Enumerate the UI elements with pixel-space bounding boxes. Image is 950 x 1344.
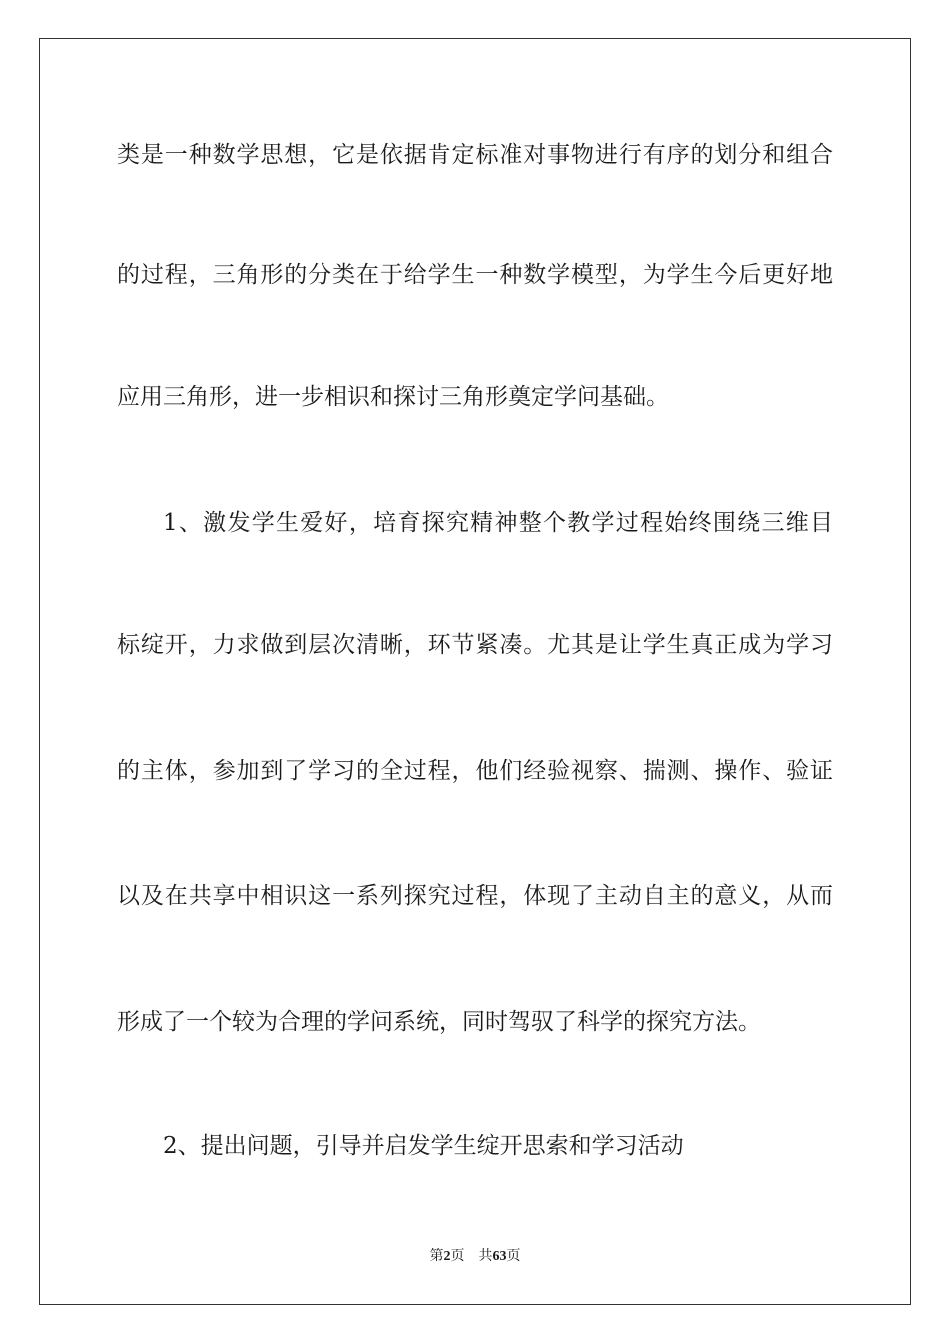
numbered-paragraph-1-line-5: 形成了一个较为合理的学问系统，同时驾驭了科学的探究方法。 [117, 1009, 761, 1035]
numbered-paragraph-1-line-1: 1、激发学生爱好，培育探究精神整个教学过程始终围绕三维目 [163, 510, 833, 536]
body-text-line-3: 应用三角形，进一步相识和探讨三角形奠定学问基础。 [117, 384, 669, 410]
page-prefix: 第 [429, 1248, 444, 1264]
body-text-line-1: 类是一种数学思想，它是依据肯定标准对事物进行有序的划分和组合 [117, 142, 833, 168]
total-suffix: 页 [506, 1248, 521, 1264]
page-number-footer [0, 1247, 950, 1266]
numbered-paragraph-1-line-2: 标绽开，力求做到层次清晰，环节紧凑。尤其是让学生真正成为学习 [117, 632, 833, 658]
numbered-paragraph-1-line-3: 的主体，参加到了学习的全过程，他们经验视察、揣测、操作、验证 [117, 758, 833, 784]
numbered-paragraph-2-heading: 2、提出问题，引导并启发学生绽开思索和学习活动 [163, 1133, 684, 1159]
body-text-line-2: 的过程，三角形的分类在于给学生一种数学模型，为学生今后更好地 [117, 262, 833, 288]
current-page-number: 2 [443, 1249, 451, 1264]
page-border [39, 38, 911, 1305]
numbered-paragraph-1-line-4: 以及在共享中相识这一系列探究过程，体现了主动自主的意义，从而 [117, 883, 833, 909]
total-prefix: 共 [478, 1248, 493, 1264]
page-suffix: 页 [450, 1248, 465, 1264]
total-page-count: 63 [492, 1249, 507, 1264]
